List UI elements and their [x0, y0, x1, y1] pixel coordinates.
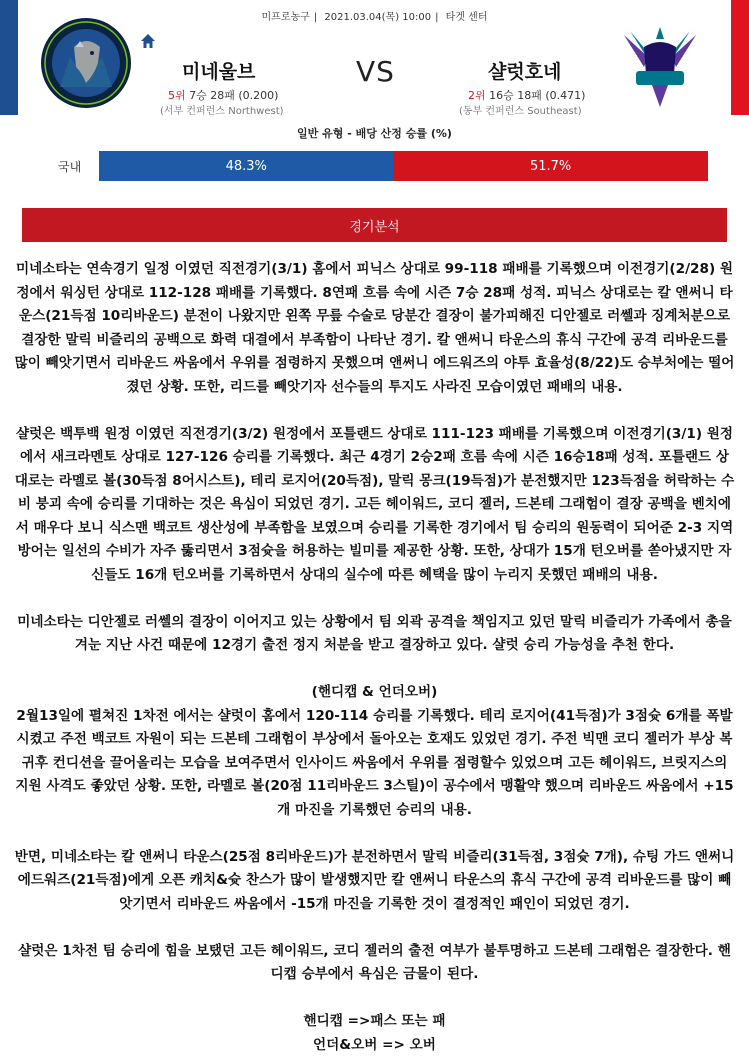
match-datetime: 2021.03.04(목) 10:00	[324, 12, 431, 23]
betting-bar	[99, 151, 708, 181]
match-header	[0, 0, 749, 120]
right-team-name: 샬럿호네	[488, 57, 561, 84]
handicap-paragraph-2: 반면, 미네소타는 칼 앤써니 타운스(25점 8리바운드)가 분전하면서 말릭 비즐리(31득점, 3점슛 7개), 슈팅 가드 앤써니 에드워즈(21득점)에게 오픈 캐치&슛 찬스가 많이 발생했지만 칼 앤써니 타운스의 휴식 구간에 공격 리바운드를 많이 빼앗기면서 리바운드 싸움에서 -15개 마진을 기록한 것이 결정적인 패인이 되었던 경기.	[14, 846, 735, 917]
vs-label: VS	[356, 55, 395, 88]
handicap-paragraph-1: 2월13일에 펼쳐진 1차전 에서는 샬럿이 홈에서 120-114 승리를 기록했다. 테리 로지어(41득점)가 3점슛 6개를 폭발시켰고 주전 백코트 자원이 되는 드본테 그래험이 부상에서 돌아오는 호재도 있었던 경기. 주전 빅맨 코디 젤러가 부상 복귀후 컨디션을 끌어올리는 모습을 보여주면서 인사이드 싸움에서 우위를 점령할수 있었으며 고든 헤이워드, 브릿지스의 지원 사격도 좋았던 상황. 또한, 라멜로 볼(20점 11리바운드 3스틸)이 공수에서 맹활약 했으며 리바운드 싸움에서 +15개 마진을 기록했던 승리의 내용.	[14, 705, 735, 823]
match-venue: 타겟 센터	[446, 12, 488, 23]
left-team-name: 미네울브	[182, 57, 255, 84]
left-team-rank: 5위	[168, 89, 186, 102]
left-win-probability: 48.3%	[226, 159, 267, 174]
league-name: 미프로농구	[262, 12, 310, 23]
right-team-record	[468, 87, 585, 103]
right-team-rank: 2위	[468, 89, 486, 102]
right-team-conference: (동부 컨퍼런스 Southeast)	[459, 102, 582, 117]
handicap-paragraph-3: 샬럿은 1차전 팀 승리에 힘을 보탰던 고든 헤이워드, 코디 젤러의 출전 여부가 불투명하고 드본테 그래험은 결장한다. 핸디캡 승부에서 욕심은 금물이 된다.	[14, 940, 735, 987]
hornets-logo-icon	[614, 17, 706, 109]
left-team-record	[168, 87, 278, 103]
analysis-paragraph-3: 미네소타는 디안젤로 러쎌의 결장이 이어지고 있는 상황에서 팀 외곽 공격을 책임지고 있던 말릭 비즐리가 가족에서 총을 겨눈 지난 사건 때문에 12경기 출전 정지 처분을 받고 결장하고 있다. 샬럿 승리 가능성을 추천 한다.	[14, 611, 735, 658]
pick-handicap: 핸디캡 =>패스 또는 패	[14, 1010, 735, 1034]
betting-label: 국내	[40, 158, 99, 175]
analysis-title: 경기분석	[22, 208, 727, 242]
analysis-paragraph-2: 샬럿은 백투백 원정 이였던 직전경기(3/2) 원정에서 포틀랜드 상대로 111-123 패배를 기록했으며 이전경기(3/1) 원정에서 새크라멘토 상대로 127-126 승리를 기록했다. 최근 4경기 2승2패 흐름 속에 시즌 16승18패 성적. 포틀랜드 상대로는 라멜로 볼(30득점 8어시스트), 테리 로지어(20득점), 말릭 몽크(19득점)가 분전했지만 123득점을 허락하는 수비 붕괴 속에 승리를 기대하는 것은 욕심이 되었던 경기. 고든 헤이워드, 코디 젤러, 드본테 그래험이 결장 공백을 벤치에서 매우다 보니 식스맨 백코트 생산성에 부족함을 보였으며 승리를 기록한 경기에서 팀 승리의 원동력이 되어준 2-3 지역방어는 일선의 수비가 자주 뚫리면서 3점슛을 허용하는 빌미를 제공한 상황. 또한, 상대가 15개 턴오버를 쏟아냈지만 자신들도 16개 턴오버를 기록하면서 상대의 실수에 따른 혜택을 많이 누리지 못했던 패배의 내용.	[14, 423, 735, 588]
timberwolves-logo-icon	[40, 17, 132, 109]
betting-title: 일반 유형 - 배당 산정 승률 (%)	[0, 125, 749, 141]
analysis-paragraph-1: 미네소타는 연속경기 일정 이였던 직전경기(3/1) 홈에서 피닉스 상대로 99-118 패배를 기록했으며 이전경기(2/28) 원정에서 워싱턴 상대로 112-128 패배를 기록했다. 8연패 흐름 속에 시즌 7승 28패 성적. 피닉스 상대로는 칼 앤써니 타운스(21득점 10리바운드) 분전이 나왔지만 왼쪽 무릎 수술로 당분간 결장이 불가피해진 디안젤로 러쎌과 징계처분으로 결장한 말릭 비즐리의 공백으로 화력 대결에서 부족함이 나타난 경기. 칼 앤써니 타운스의 휴식 구간에 공격 리바운드를 많이 빼앗기면서 리바운드 싸움에서 우위를 점령하지 못했으며 앤써니 에드워즈의 야투 효율성(8/22)도 승부처에는 떨어졌던 상황. 또한, 리드를 빼앗기자 선수들의 투지도 사라진 모습이였던 패배의 내용.	[14, 258, 735, 399]
betting-row	[40, 150, 708, 182]
right-team-winloss: 16승 18패 (0.471)	[489, 89, 585, 102]
right-win-probability: 51.7%	[530, 159, 571, 174]
left-team-winloss: 7승 28패 (0.200)	[189, 89, 278, 102]
left-win-probability-bar	[99, 151, 393, 181]
analysis-content	[14, 258, 735, 1057]
right-win-probability-bar	[393, 151, 708, 181]
match-info: 미프로농구 | 2021.03.04(목) 10:00 | 타겟 센터	[0, 8, 749, 23]
handicap-section-title: (핸디캡 & 언더오버)	[14, 681, 735, 705]
left-team-conference: (서부 컨퍼런스 Northwest)	[160, 102, 284, 117]
home-icon	[140, 33, 156, 49]
pick-overunder: 언더&오버 => 오버	[14, 1034, 735, 1057]
